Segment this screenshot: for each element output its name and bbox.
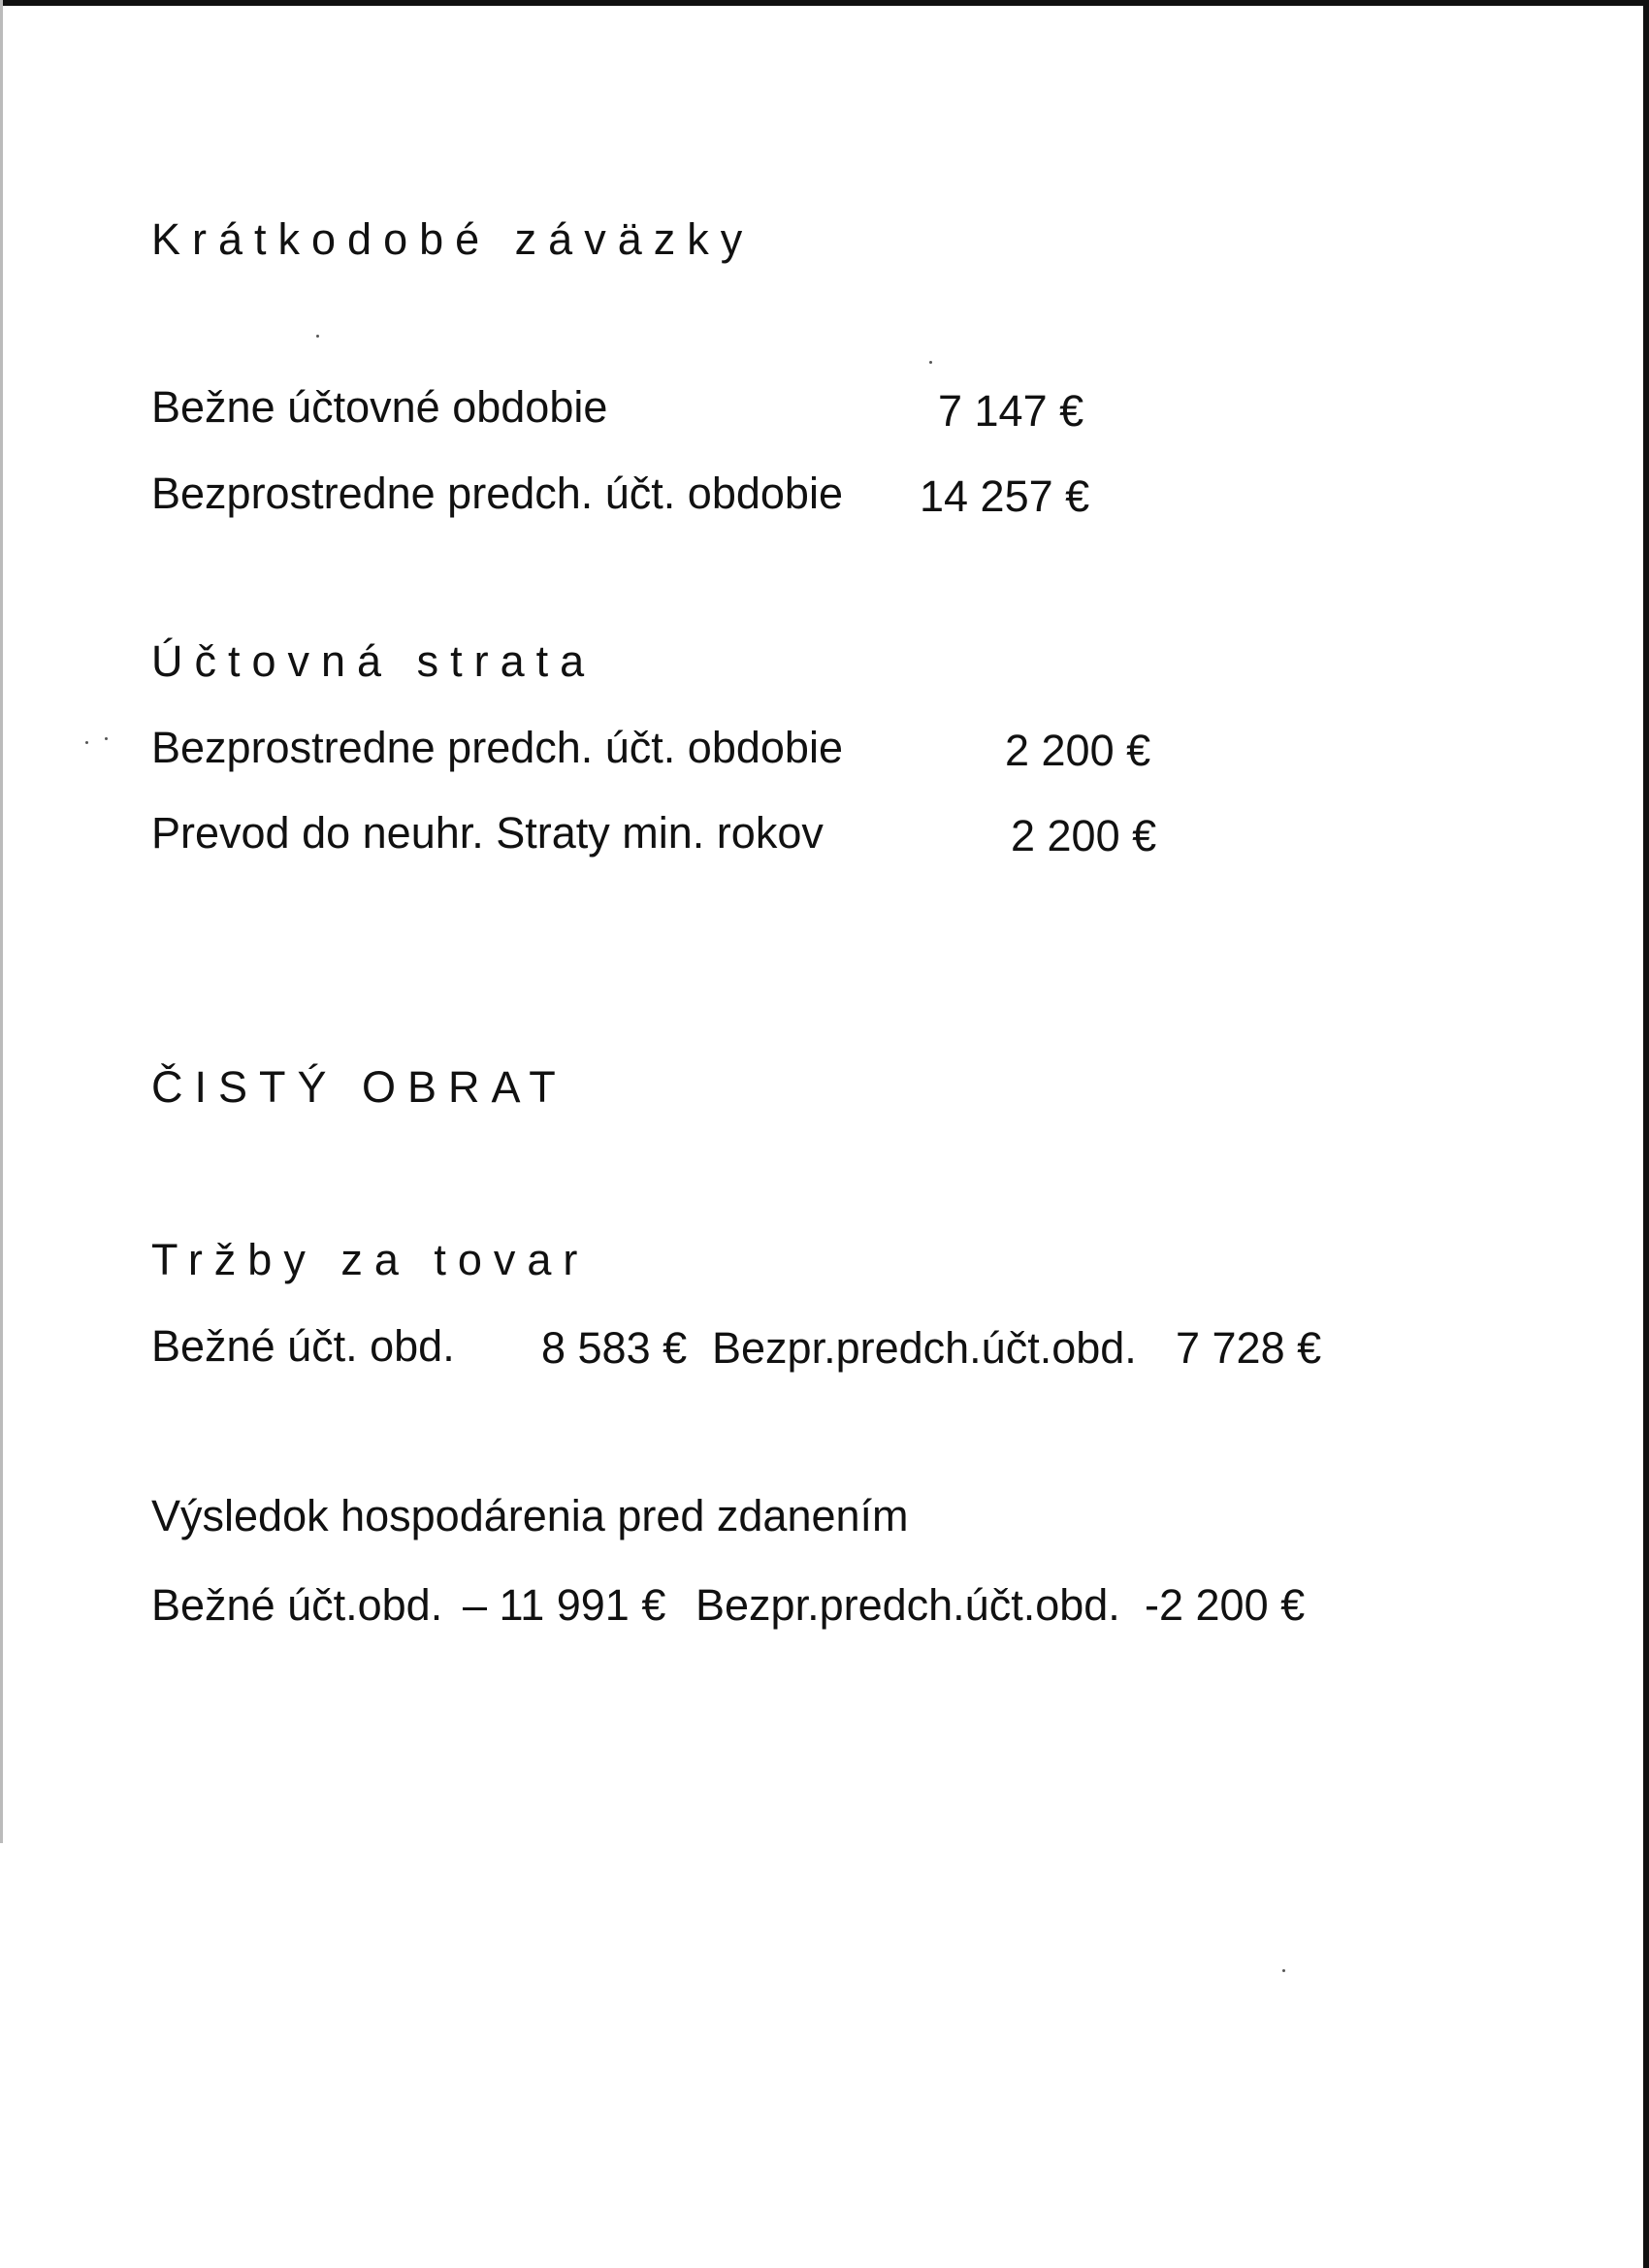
scan-speck xyxy=(929,361,932,364)
row-loss-transfer-amount: 2 200 € xyxy=(1011,811,1157,860)
heading-net-turnover: ČISTÝ OBRAT xyxy=(151,1062,567,1112)
heading-accounting-loss: Účtovná strata xyxy=(151,636,597,686)
sales-current-amount: 8 583 € xyxy=(541,1323,688,1373)
row-loss-transfer-label: Prevod do neuhr. Straty min. rokov xyxy=(151,808,824,858)
row-current-period-amount: 7 147 € xyxy=(938,386,1084,436)
heading-short-term-liabilities: Krátkodobé záväzky xyxy=(151,214,755,264)
row-loss-previous-label: Bezprostredne predch. účt. obdobie xyxy=(151,723,843,772)
sales-current-label: Bežné účt. obd. xyxy=(151,1321,455,1371)
scan-speck xyxy=(316,335,319,338)
scan-right-edge xyxy=(1643,0,1649,2268)
row-previous-period-label: Bezprostredne predch. účt. obdobie xyxy=(151,469,843,518)
heading-sales-of-goods: Tržby za tovar xyxy=(151,1235,590,1284)
scan-speck xyxy=(105,737,108,740)
sales-previous-amount: 7 728 € xyxy=(1176,1323,1322,1373)
row-loss-previous-amount: 2 200 € xyxy=(1005,726,1151,775)
pretax-previous-label: Bezpr.predch.účt.obd. xyxy=(695,1580,1120,1630)
row-previous-period-amount: 14 257 € xyxy=(920,471,1090,521)
scan-speck xyxy=(85,741,88,744)
scan-speck xyxy=(1282,1969,1285,1972)
sales-previous-label: Bezpr.predch.účt.obd. xyxy=(712,1323,1137,1373)
row-current-period-label: Bežne účtovné obdobie xyxy=(151,382,608,432)
heading-pretax-result: Výsledok hospodárenia pred zdanením xyxy=(151,1491,909,1540)
pretax-current-label: Bežné účt.obd. xyxy=(151,1580,443,1630)
pretax-previous-amount: -2 200 € xyxy=(1145,1580,1306,1630)
scan-top-edge xyxy=(0,0,1649,6)
scan-left-edge xyxy=(0,0,3,1843)
pretax-current-amount: – 11 991 € xyxy=(463,1580,666,1630)
